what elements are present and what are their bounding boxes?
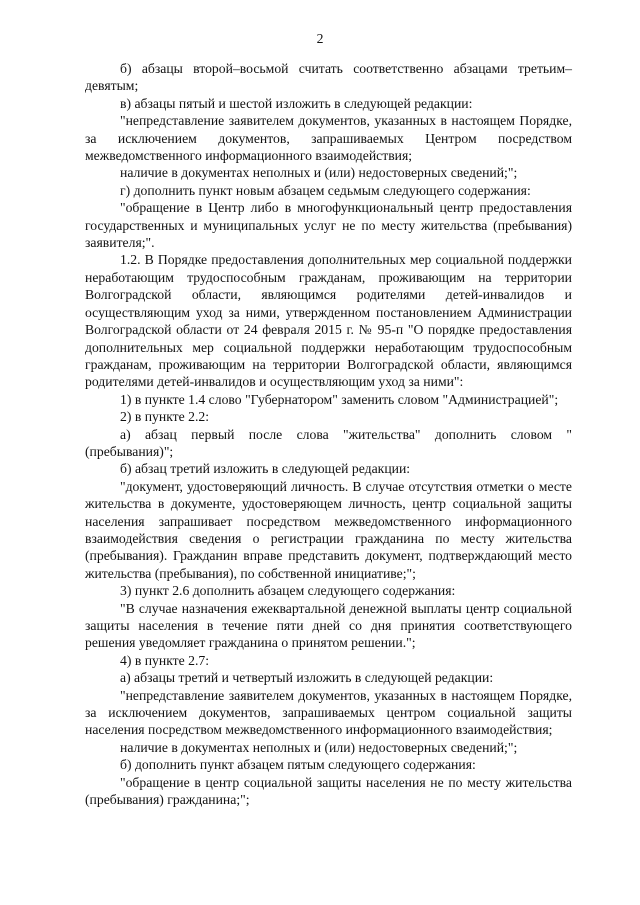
page-number: 2	[316, 31, 324, 46]
paragraph: г) дополнить пункт новым абзацем седьмым следующего содержания:	[120, 182, 531, 198]
paragraph: наличие в документах неполных и (или) недостоверных сведений;";	[120, 165, 518, 181]
paragraph: в) абзацы пятый и шестой изложить в следующей редакции:	[120, 95, 473, 111]
paragraph: наличие в документах неполных и (или) недостоверных сведений;";	[120, 739, 518, 755]
paragraph: 1.2. В Порядке предоставления дополнительных мер социальной поддержки неработающим трудоспособным гражданам, проживающим на территории Волгоградской области, являющимся родителями детей-инвалидов и осуществляющим уход за ними, утвержденном постановлением Администрации Волгоградской области от 24 февраля 2015 г. № 95-п "О порядке предоставления дополнительных мер социальной поддержки неработающим трудоспособным гражданам, проживающим на территории Волгоградской области, являющимся родителями детей-инвалидов и осуществляющим уход за ними":	[85, 252, 572, 390]
document-body	[85, 60, 572, 808]
paragraph: б) абзацы второй–восьмой считать соответственно абзацами третьим–девятым;	[85, 61, 572, 94]
paragraph: 2) в пункте 2.2:	[120, 409, 210, 425]
paragraph: а) абзац первый после слова "жительства" дополнить словом "(пребывания)";	[85, 426, 572, 459]
paragraph: "обращение в Центр либо в многофункциональный центр предоставления государственных и муниципальных услуг не по месту жительства (пребывания) заявителя;".	[85, 200, 572, 251]
paragraph: 1) в пункте 1.4 слово "Губернатором" заменить словом "Администрацией";	[120, 391, 559, 407]
paragraph: б) дополнить пункт абзацем пятым следующего содержания:	[120, 757, 476, 773]
paragraph: "непредставление заявителем документов, указанных в настоящем Порядке, за исключением документов, запрашиваемых центром социальной защиты населения посредством межведомственного информационного взаимодействия;	[85, 687, 572, 738]
paragraph: б) абзац третий изложить в следующей редакции:	[120, 461, 411, 477]
paragraph: "В случае назначения ежеквартальной денежной выплаты центр социальной защиты населения в течение пяти дней со дня принятия соответствующего решения уведомляет гражданина о принятом решении.";	[85, 600, 572, 651]
paragraph: а) абзацы третий и четвертый изложить в следующей редакции:	[120, 670, 494, 686]
paragraph: "непредставление заявителем документов, указанных в настоящем Порядке, за исключением документов, запрашиваемых Центром посредством межведомственного информационного взаимодействия;	[85, 113, 572, 164]
paragraph: "документ, удостоверяющий личность. В случае отсутствия отметки о месте жительства в документе, удостоверяющем личность, центр социальной защиты населения запрашивает посредством межведомственного информационного взаимодействия сведения о регистрации гражданина по месту жительства (пребывания). Гражданин вправе представить документ, подтверждающий место жительства (пребывания), по собственной инициативе;";	[85, 478, 572, 581]
paragraph: 3) пункт 2.6 дополнить абзацем следующего содержания:	[120, 583, 456, 599]
paragraph: 4) в пункте 2.7:	[120, 652, 210, 668]
paragraph: "обращение в центр социальной защиты населения не по месту жительства (пребывания) гражданина;";	[85, 774, 572, 808]
